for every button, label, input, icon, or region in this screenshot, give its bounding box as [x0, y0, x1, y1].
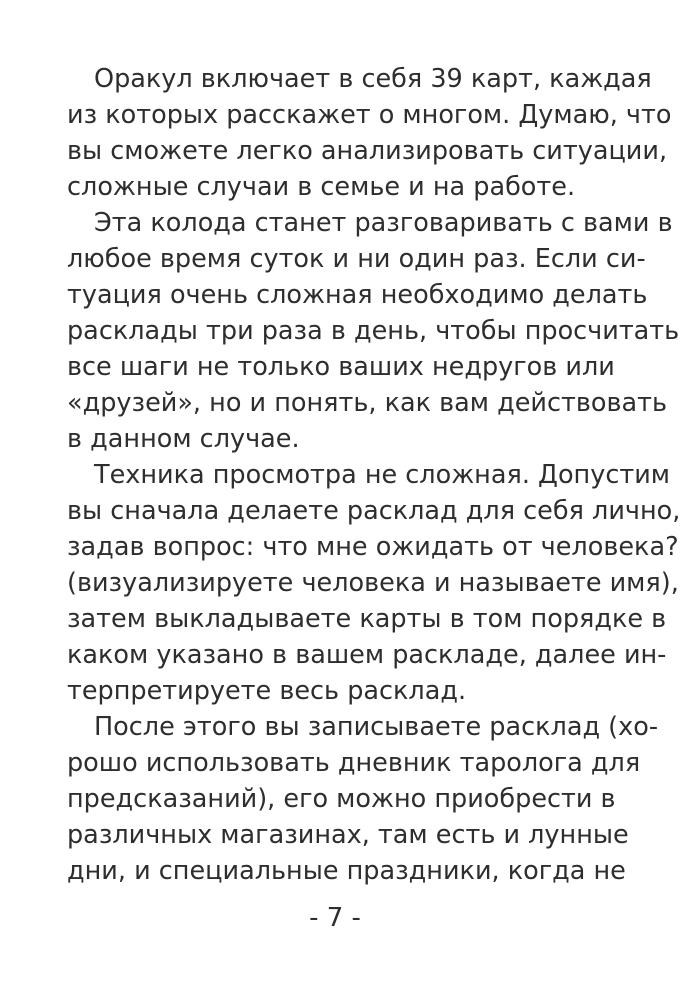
text-line: дни, и специальные праздники, когда не — [67, 856, 626, 886]
text-line: предсказаний), его можно приобрести в — [67, 784, 616, 814]
text-line: вы сначала делаете расклад для себя лично, — [67, 496, 680, 526]
text-line: сложные случаи в семье и на работе. — [67, 172, 576, 202]
text-line: вы сможете легко анализировать ситуации, — [67, 136, 668, 166]
text-line: (визуализируете человека и называете имя), — [67, 568, 679, 598]
text-line: рошо использовать дневник таролога для — [67, 748, 641, 778]
text-line: Техника просмотра не сложная. Допустим — [94, 460, 671, 490]
text-line: из которых расскажет о многом. Думаю, что — [67, 100, 672, 130]
text-line: Эта колода станет разговаривать с вами в — [94, 208, 673, 238]
text-line: различных магазинах, там есть и лунные — [67, 820, 629, 850]
text-line: все шаги не только ваших недругов или — [67, 352, 615, 382]
page-number: - 7 - — [309, 903, 361, 933]
text-line: любое время суток и ни один раз. Если си- — [67, 244, 646, 274]
text-line: туация очень сложная необходимо делать — [67, 280, 648, 310]
text-line: терпретируете весь расклад. — [67, 676, 467, 706]
text-line: в данном случае. — [67, 424, 300, 454]
text-line: затем выкладываете карты в том порядке в — [67, 604, 667, 634]
text-line: После этого вы записываете расклад (хо- — [94, 712, 659, 742]
text-line: каком указано в вашем раскладе, далее ин- — [67, 640, 667, 670]
text-line: расклады три раза в день, чтобы просчитать — [67, 316, 680, 346]
text-line: задав вопрос: что мне ожидать от человека? — [67, 532, 679, 562]
text-line: «друзей», но и понять, как вам действовать — [67, 388, 668, 418]
text-line: Оракул включает в себя 39 карт, каждая — [94, 64, 652, 94]
